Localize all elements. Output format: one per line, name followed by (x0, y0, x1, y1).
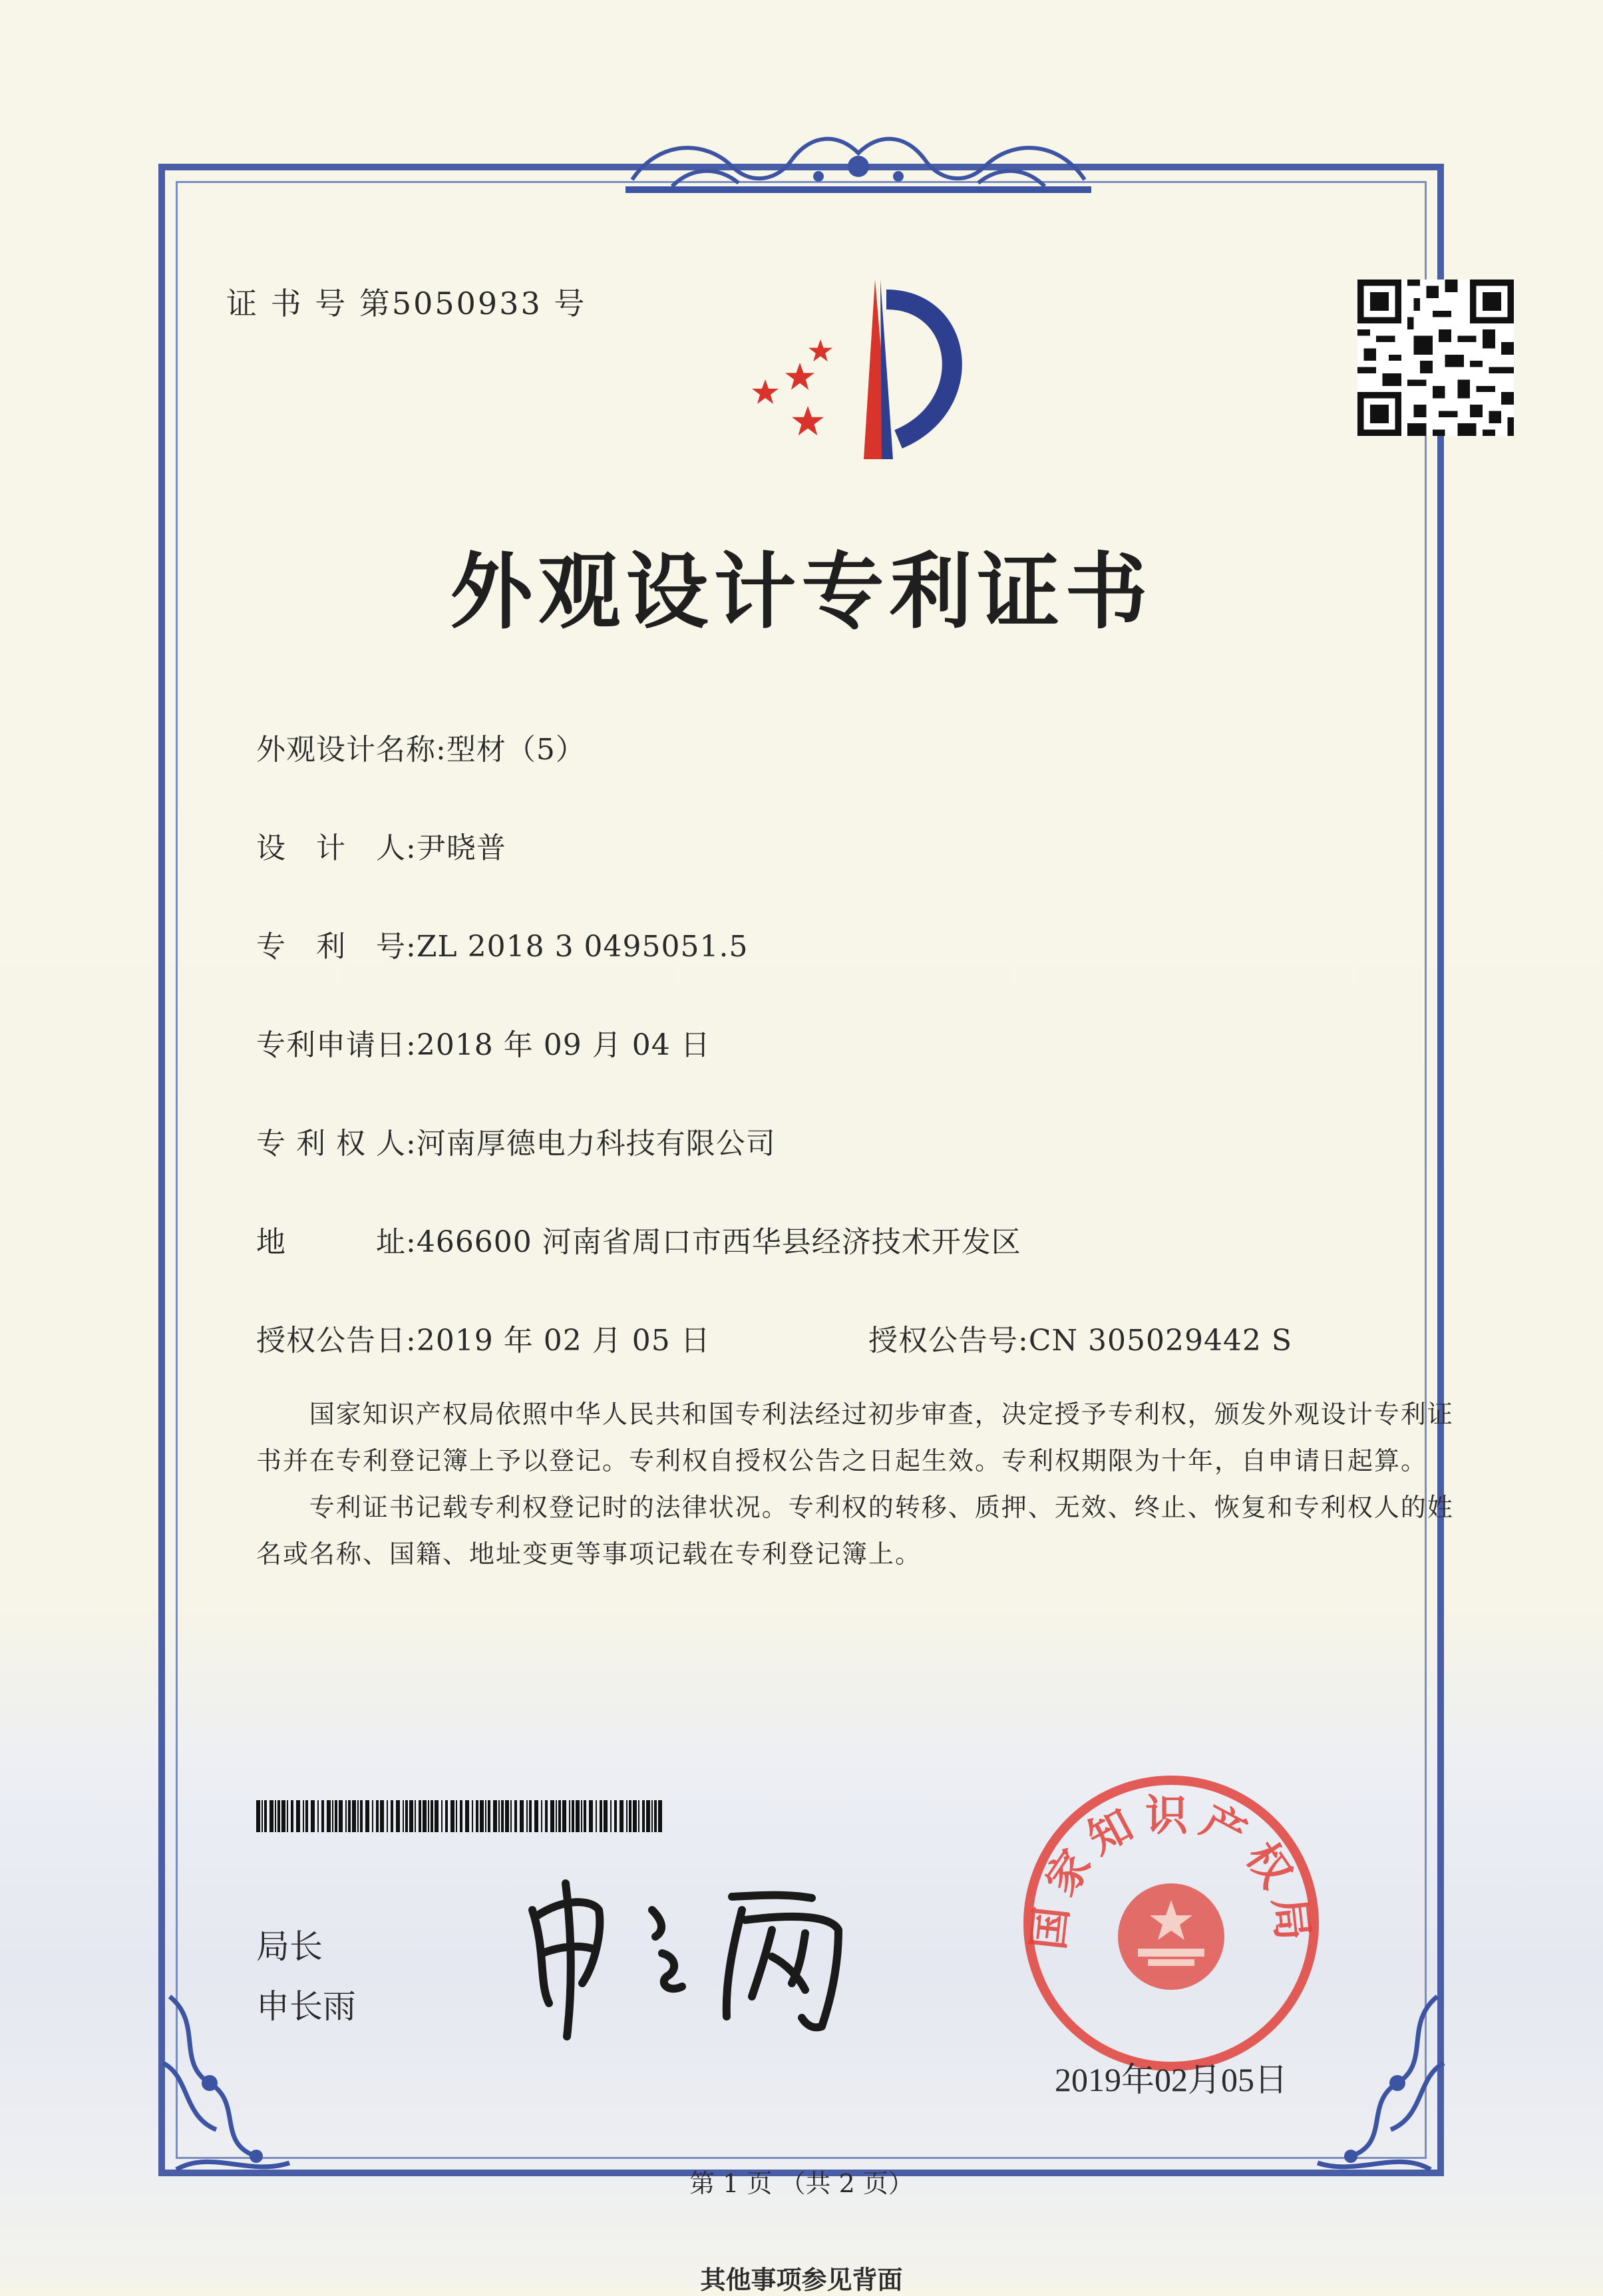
barcode-bar (604, 1800, 608, 1832)
field-grant-date (256, 1316, 711, 1359)
barcode-bar (317, 1800, 319, 1832)
field-patent-number (256, 922, 749, 965)
field-label: 专 利 号: (256, 930, 417, 964)
field-label: 地 址: (256, 1225, 417, 1259)
barcode-bar (332, 1800, 333, 1832)
barcode-bar (396, 1800, 400, 1832)
field-label: 授权公告号: (868, 1324, 1029, 1358)
barcode-bar (380, 1800, 384, 1832)
field-design-name (256, 725, 586, 768)
barcode-bar (642, 1800, 645, 1832)
field-value: CN 305029442 S (1028, 1324, 1293, 1358)
barcode-bar (403, 1800, 404, 1832)
qr-code (1357, 280, 1514, 436)
barcode-bar (646, 1800, 650, 1832)
barcode-bar (556, 1800, 557, 1832)
barcode-bar (460, 1800, 462, 1832)
director-name: 申长雨 (256, 1987, 356, 2026)
barcode-bar (526, 1800, 528, 1832)
barcode-bar (493, 1800, 497, 1832)
certificate-title: 外观设计专利证书 (450, 544, 1153, 640)
barcode-bar (445, 1800, 448, 1832)
field-designer (256, 824, 506, 866)
field-label: 设 计 人: (256, 831, 417, 865)
field-value: 466600 河南省周口市西华县经济技术开发区 (416, 1225, 1021, 1259)
barcode-bar (335, 1800, 337, 1832)
barcode-bar (372, 1800, 373, 1832)
barcode-bar (581, 1800, 582, 1832)
field-label: 外观设计名称: (256, 733, 446, 767)
field-patentee (256, 1119, 776, 1162)
barcode (256, 1800, 669, 1832)
barcode-bar (352, 1800, 356, 1832)
barcode-bar (529, 1800, 532, 1832)
barcode-bar (360, 1800, 363, 1832)
barcode-bar (534, 1800, 538, 1832)
barcode-bar (610, 1800, 612, 1832)
field-filing-date (256, 1021, 711, 1063)
barcode-bar (348, 1800, 351, 1832)
field-value: ZL 2018 3 0495051.5 (416, 930, 749, 964)
barcode-bar (391, 1800, 393, 1832)
field-label: 专利申请日: (256, 1028, 417, 1062)
barcode-bar (431, 1800, 433, 1832)
barcode-bar (456, 1800, 457, 1832)
barcode-bar (545, 1800, 548, 1832)
barcode-bar (269, 1800, 273, 1832)
barcode-bar (654, 1800, 657, 1832)
barcode-bar (256, 1800, 260, 1832)
barcode-bar (614, 1800, 617, 1832)
barcode-bar (277, 1800, 280, 1832)
barcode-bar (376, 1800, 379, 1832)
barcode-bar (262, 1800, 263, 1832)
barcode-bar (291, 1800, 293, 1832)
top-ornament (619, 120, 1098, 200)
barcode-bar (409, 1800, 413, 1832)
field-value: 尹晓普 (416, 831, 506, 865)
barcode-bar (651, 1800, 653, 1832)
barcode-bar (281, 1800, 285, 1832)
barcode-bar (264, 1800, 267, 1832)
barcode-bar (510, 1800, 512, 1832)
barcode-bar (498, 1800, 500, 1832)
barcode-bar (287, 1800, 288, 1832)
barcode-bar (472, 1800, 473, 1832)
legal-paragraph: 国家知识产权局依照中华人民共和国专利法经过初步审查，决定授予专利权，颁发外观设计专利证书并在专利登记簿上予以登记。专利权自授权公告之日起生效。专利权期限为十年，自申请日起算。 (256, 1400, 1454, 1475)
barcode-bar (558, 1800, 561, 1832)
page-number: 第 1 页 （共 2 页） (689, 2169, 914, 2198)
barcode-bar (658, 1800, 662, 1832)
barcode-bar (584, 1800, 586, 1832)
field-value: 型材（5） (446, 733, 586, 767)
barcode-bar (435, 1800, 439, 1832)
barcode-bar (345, 1800, 347, 1832)
barcode-bar (275, 1800, 276, 1832)
barcode-bar (357, 1800, 359, 1832)
barcode-bar (465, 1800, 469, 1832)
barcode-bar (629, 1800, 631, 1832)
patent-office-logo (745, 273, 998, 473)
barcode-bar (569, 1800, 570, 1832)
barcode-bar (488, 1800, 490, 1832)
field-value: 河南厚德电力科技有限公司 (416, 1127, 776, 1161)
barcode-bar (485, 1800, 486, 1832)
director-signature (519, 1870, 892, 2050)
barcode-bar (428, 1800, 429, 1832)
barcode-bar (441, 1800, 443, 1832)
barcode-bar (520, 1800, 524, 1832)
barcode-bar (476, 1800, 478, 1832)
barcode-bar (596, 1800, 597, 1832)
barcode-bar (514, 1800, 517, 1832)
field-value: 2018 年 09 月 04 日 (416, 1028, 711, 1062)
barcode-bar (387, 1800, 388, 1832)
barcode-bar (620, 1800, 623, 1832)
barcode-bar (589, 1800, 593, 1832)
barcode-bar (638, 1800, 639, 1832)
barcode-bar (572, 1800, 574, 1832)
barcode-bar (405, 1800, 408, 1832)
barcode-bar (423, 1800, 427, 1832)
barcode-bar (339, 1800, 343, 1832)
certificate-number: 证 书 号 第5050933 号 (226, 286, 587, 321)
barcode-bar (541, 1800, 542, 1832)
barcode-bar (562, 1800, 566, 1832)
barcode-bar (633, 1800, 637, 1832)
barcode-bar (550, 1800, 554, 1832)
official-seal (1018, 1770, 1324, 2076)
barcode-bar (505, 1800, 509, 1832)
barcode-bar (419, 1800, 421, 1832)
barcode-bar (626, 1800, 627, 1832)
barcode-bar (501, 1800, 504, 1832)
barcode-bar (305, 1800, 308, 1832)
footer-note: 其他事项参见背面 (700, 2265, 903, 2295)
barcode-bar (327, 1800, 331, 1832)
field-label: 授权公告日: (256, 1324, 417, 1358)
barcode-bar (415, 1800, 416, 1832)
barcode-bar (303, 1800, 304, 1832)
field-grant-number (868, 1316, 1292, 1359)
seal-date: 2019年02月05日 (1055, 2061, 1288, 2098)
field-label: 专 利 权 人: (256, 1127, 417, 1161)
director-title: 局长 (256, 1927, 323, 1966)
seal-text: 国家知识产权局 (1024, 1792, 1318, 1953)
barcode-bar (600, 1800, 602, 1832)
barcode-bar (365, 1800, 369, 1832)
barcode-bar (450, 1800, 454, 1832)
barcode-bar (576, 1800, 580, 1832)
barcode-bar (296, 1800, 300, 1832)
field-address (256, 1218, 1021, 1260)
barcode-bar (480, 1800, 484, 1832)
barcode-bar (311, 1800, 315, 1832)
barcode-bar (321, 1800, 324, 1832)
legal-paragraph: 专利证书记载专利权登记时的法律状况。专利权的转移、质押、无效、终止、恢复和专利权人的姓名或名称、国籍、地址变更等事项记载在专利登记簿上。 (256, 1493, 1454, 1569)
field-value: 2019 年 02 月 05 日 (416, 1324, 711, 1358)
legal-text (256, 1391, 1474, 1577)
